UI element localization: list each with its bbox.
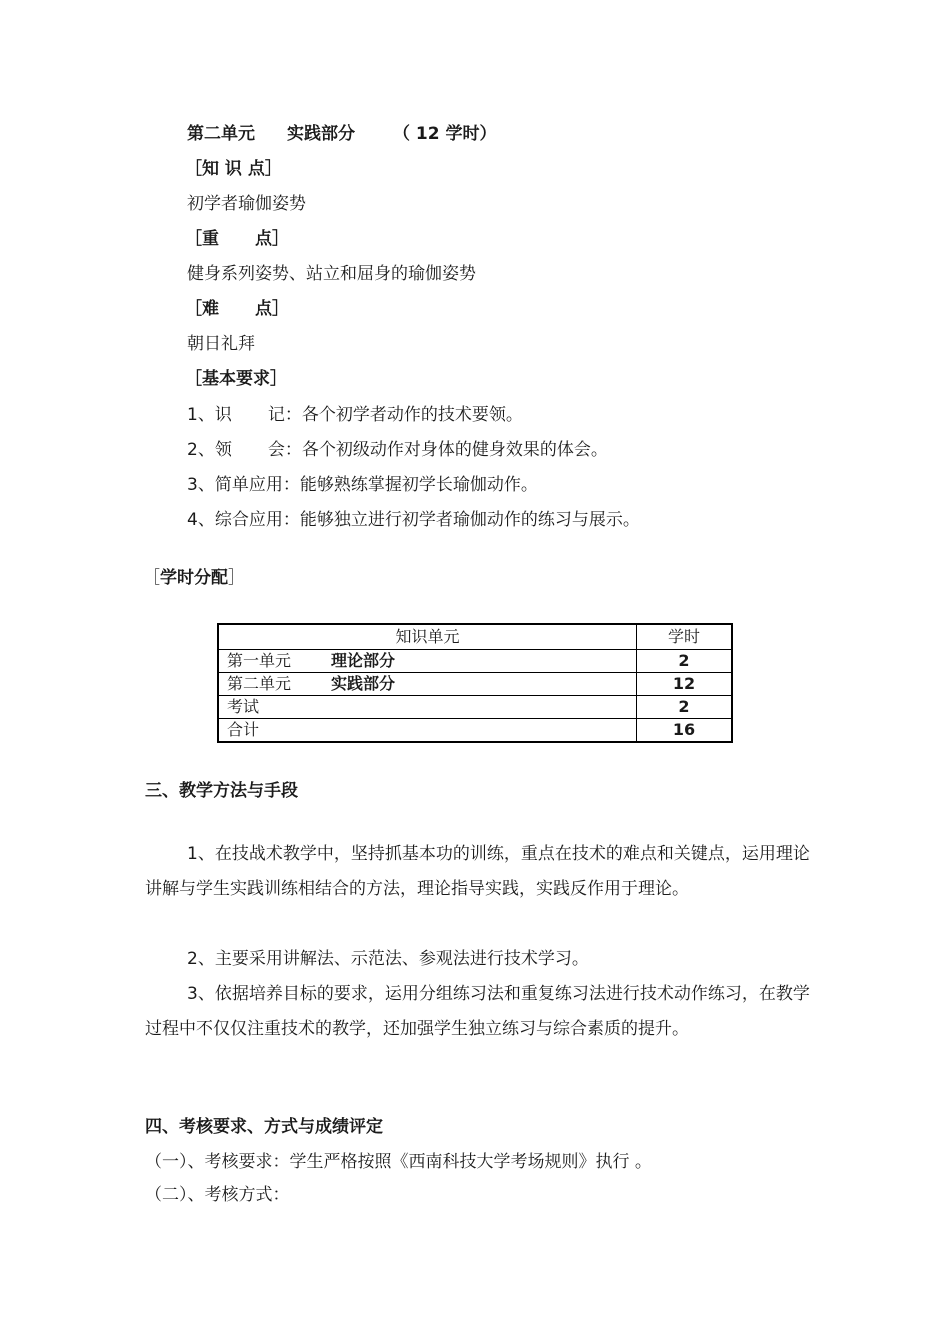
unit-title: 第二单元 (187, 124, 255, 144)
requirement-prefix2: 会： (267, 440, 302, 460)
section3-paragraph-2 (145, 942, 815, 977)
row-unit: 考试 (227, 697, 260, 716)
row-unit: 第一单元 (227, 651, 292, 670)
row-part: 理论部分 (331, 651, 396, 670)
allocation-label-text: 学时分配 (160, 568, 228, 588)
requirement-item (187, 404, 523, 426)
requirement-prefix: 4、综合应用： (187, 510, 300, 530)
requirement-text: 能够独立进行初学者瑜伽动作的练习与展示。 (299, 510, 640, 530)
difficulty-text: 朝日礼拜 (187, 334, 255, 354)
section3-paragraph-3 (145, 977, 815, 1047)
row-unit: 第二单元 (227, 674, 292, 693)
section4-heading: 四、考核要求、方式与成绩评定 (145, 1117, 383, 1137)
table-row (218, 673, 732, 696)
requirement-text: 各个初学者动作的技术要领。 (301, 405, 523, 425)
requirement-item (187, 509, 640, 531)
table-row (218, 719, 732, 743)
row-hours: 12 (637, 673, 733, 696)
requirement-prefix2: 记： (267, 405, 302, 425)
paragraph-text: 3、依据培养目标的要求，运用分组练习法和重复练习法进行技术动作练习，在教学过程中不仅仅注重技术的教学，还加强学生独立练习与综合素质的提升。 (145, 984, 810, 1039)
difficulty-label-right: 点］ (255, 299, 289, 319)
allocation-label-close: ］ (228, 568, 245, 588)
row-hours: 16 (637, 719, 733, 743)
unit-heading (187, 123, 497, 145)
requirement-item (187, 439, 608, 461)
table-header-row (218, 624, 732, 650)
difficulty-label-left: ［难 (185, 299, 219, 319)
section4-item-2: （二）、考核方式： (145, 1185, 290, 1205)
requirement-prefix: 1、识 (187, 405, 232, 425)
key-label (185, 228, 289, 250)
header-unit: 知识单元 (218, 624, 637, 650)
row-unit-cell (218, 673, 637, 696)
requirements-label: ［基本要求］ (185, 369, 287, 389)
unit-hours: （ 12 学时） (393, 124, 497, 144)
row-unit-cell (218, 719, 637, 743)
requirement-item (187, 474, 538, 496)
section3-heading: 三、教学方法与手段 (145, 781, 298, 801)
knowledge-text: 初学者瑜伽姿势 (187, 194, 306, 214)
header-hours: 学时 (637, 624, 733, 650)
row-unit-cell (218, 650, 637, 673)
allocation-label (143, 567, 245, 589)
allocation-label-open: ［ (143, 568, 160, 588)
requirement-text: 各个初级动作对身体的健身效果的体会。 (301, 440, 608, 460)
requirement-prefix: 2、领 (187, 440, 232, 460)
table-row (218, 696, 732, 719)
row-hours: 2 (637, 696, 733, 719)
unit-part: 实践部分 (287, 124, 355, 144)
paragraph-text: 1、在技战术教学中，坚持抓基本功的训练，重点在技术的难点和关键点，运用理论讲解与学生实践训练相结合的方法，理论指导实践，实践反作用于理论。 (145, 844, 810, 899)
section3-paragraph-1 (145, 837, 815, 907)
row-unit-cell (218, 696, 637, 719)
section4-item-1: （一）、考核要求：学生严格按照《西南科技大学考场规则》执行 。 (145, 1152, 652, 1172)
row-unit: 合计 (227, 720, 260, 739)
requirement-prefix: 3、简单应用： (187, 475, 300, 495)
key-label-left: ［重 (185, 229, 219, 249)
difficulty-label (185, 298, 289, 320)
key-text: 健身系列姿势、站立和屈身的瑜伽姿势 (187, 264, 476, 284)
allocation-table (217, 623, 733, 743)
key-label-right: 点］ (255, 229, 289, 249)
knowledge-label: ［知 识 点］ (185, 159, 282, 179)
table-row (218, 650, 732, 673)
row-hours: 2 (637, 650, 733, 673)
paragraph-text: 2、主要采用讲解法、示范法、参观法进行技术学习。 (187, 949, 589, 969)
row-part: 实践部分 (331, 674, 396, 693)
requirement-text: 能够熟练掌握初学长瑜伽动作。 (299, 475, 538, 495)
